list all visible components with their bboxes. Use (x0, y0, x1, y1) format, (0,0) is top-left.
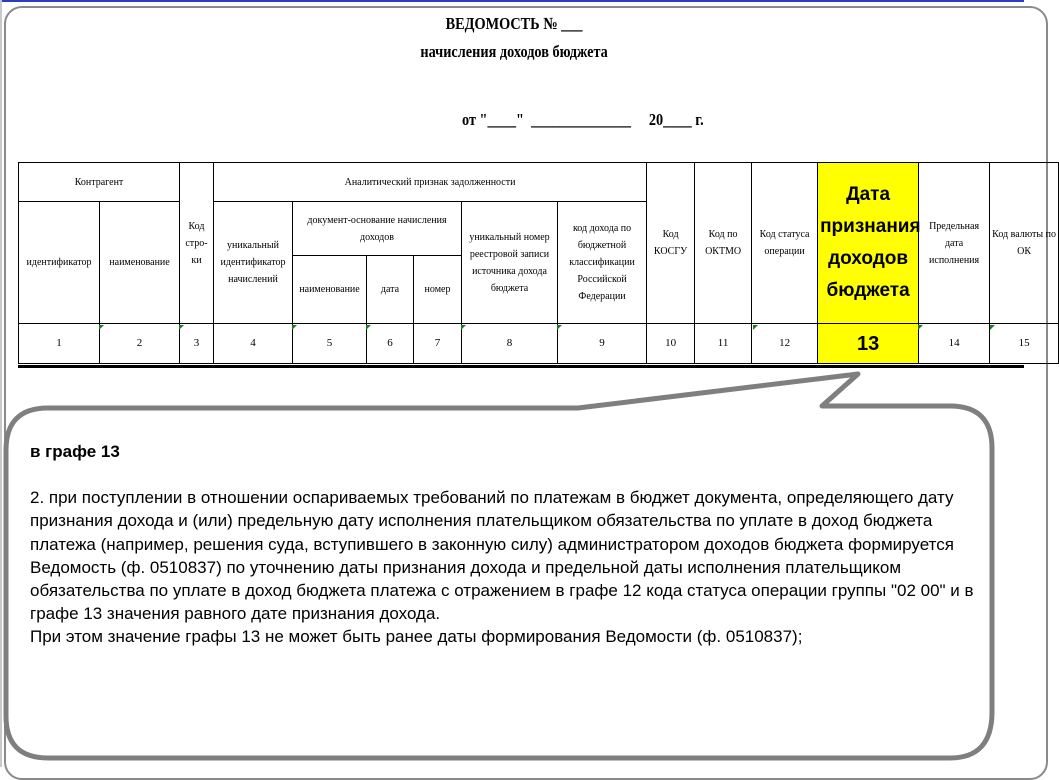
header-registry-number: уникальный номер реестровой записи источника дохода бюджета (462, 202, 558, 324)
column-number: 3 (180, 324, 214, 364)
slide-top-border (0, 0, 1024, 2)
header-deadline: Предельная дата исполнения (919, 163, 990, 324)
header-unique-id: уникальный идентификатор начислений (214, 202, 293, 324)
header-currency: Код валюты по ОК (990, 163, 1059, 324)
column-number-highlighted: 13 (818, 324, 919, 364)
document-title (0, 10, 1028, 66)
column-number: 1 (19, 324, 100, 364)
document-title-line1: ВЕДОМОСТЬ № ___ (445, 14, 583, 33)
header-line-code: Код стро-ки (180, 163, 214, 324)
cell-marker-icon (99, 325, 104, 330)
header-doc-date: дата (367, 256, 414, 324)
header-doc-number: номер (414, 256, 462, 324)
column-number: 4 (214, 324, 293, 364)
document-title-line2: начисления доходов бюджета (420, 42, 608, 61)
cell-marker-icon (918, 325, 923, 330)
header-analytic: Аналитический признак задолженности (214, 163, 647, 202)
cell-marker-icon (753, 325, 758, 330)
column-number: 12 (752, 324, 818, 364)
header-row-1 (19, 163, 1059, 202)
column-number: 15 (990, 324, 1059, 364)
callout-paragraph-2: При этом значение графы 13 не может быть ранее даты формирования Ведомости (ф. 0510837); (30, 627, 803, 647)
header-income-code: код дохода по бюджетной классификации Российской Федерации (558, 202, 647, 324)
column-number: 7 (414, 324, 462, 364)
header-counterparty: Контрагент (19, 163, 180, 202)
document-date-line: от "____" ______________ 20____ г. (462, 110, 704, 129)
ledger-table-wrapper (18, 162, 1056, 368)
header-doc-name: наименование (293, 256, 367, 324)
header-recognition-date: Дата признания доходов бюджета (818, 163, 919, 324)
header-kosgu: Код КОСГУ (647, 163, 695, 324)
cell-marker-icon (461, 325, 466, 330)
cell-marker-icon (557, 325, 562, 330)
callout-text (30, 440, 990, 649)
column-number: 9 (558, 324, 647, 364)
column-number: 14 (919, 324, 990, 364)
callout-heading: в графе 13 (30, 442, 120, 461)
header-identifier: идентификатор (19, 202, 100, 324)
header-basis-document: документ-основание начисления доходов (293, 202, 462, 256)
column-number-row (19, 324, 1059, 364)
cell-marker-icon (292, 325, 297, 330)
callout-paragraph-1: 2. при поступлении в отношении оспариваемых требований по платежам в бюджет документа, определяющего дату признания дохода и (или) предельную дату исполнения плательщиком обязательства по уплате в доход бюджета платежа (например, решения суда, вступившего в законную силу) администратором доходов бюджета формируется Ведомость (ф. 0510837) по уточнению даты признания дохода и предельной даты исполнения плательщиком обязательства по уплате в доход бюджета платежа с отражением в графе 12 кода статуса операции группы "02 00" и в графе 13 значения равного дате признания дохода. (30, 488, 974, 624)
column-number: 6 (367, 324, 414, 364)
header-oktmo: Код по ОКТМО (695, 163, 752, 324)
ledger-table (18, 162, 1059, 364)
cell-marker-icon (366, 325, 371, 330)
column-number: 11 (695, 324, 752, 364)
cell-marker-icon (990, 325, 995, 330)
column-number: 10 (647, 324, 695, 364)
cell-marker-icon (179, 325, 184, 330)
column-number: 2 (100, 324, 180, 364)
column-number: 8 (462, 324, 558, 364)
header-status-code: Код статуса операции (752, 163, 818, 324)
header-name: наименование (100, 202, 180, 324)
column-number: 5 (293, 324, 367, 364)
